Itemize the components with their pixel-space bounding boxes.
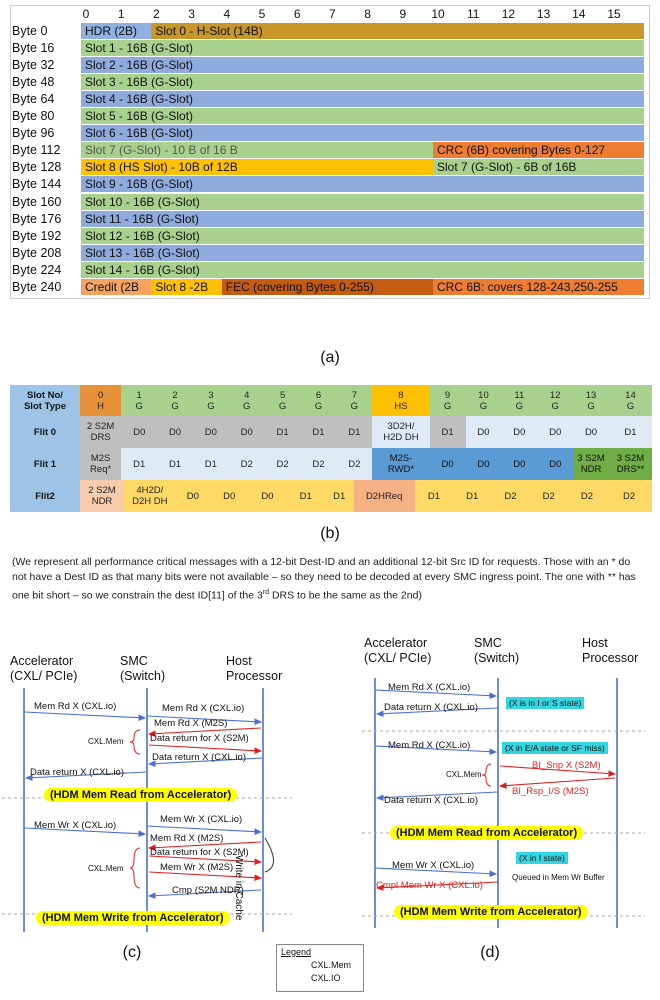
slot-segment: Credit (2B — [81, 279, 151, 295]
d-hdm-write-label: (HDM Mem Write from Accelerator) — [394, 905, 588, 919]
d-queued-label: Queued in Mem Wr Buffer — [512, 873, 605, 882]
byte-row-label: Byte 224 — [12, 262, 62, 277]
c-msg-m4: Data return for X (S2M) — [150, 733, 249, 744]
slot-number: 7 — [351, 389, 357, 401]
flit-cell: D1 — [453, 480, 491, 512]
flit-cell: D2HReq — [354, 480, 415, 512]
flit-cell: D0 — [121, 416, 157, 448]
slot-segment: Slot 7 (G-Slot) - 6B of 16B — [433, 159, 644, 175]
flit-cell: D1 — [121, 448, 157, 480]
slot-segment: Slot 10 - 16B (G-Slot) — [81, 194, 644, 210]
flit-cell: D0 — [248, 480, 286, 512]
byte-row-label: Byte 144 — [12, 177, 62, 192]
c-msg-w5: Mem Wr X (M2S) — [160, 862, 234, 873]
byte-row-label: Byte 208 — [12, 245, 62, 260]
flit-cell: D1 — [157, 448, 193, 480]
flit-cell: D1 — [301, 416, 337, 448]
d-msg-r3: Mem Rd X (CXL.io) — [388, 740, 471, 751]
slot-type: G — [479, 400, 488, 412]
flit-cell: 2 S2M NDR — [80, 480, 124, 512]
slot-type: G — [135, 400, 143, 412]
slot-segment: Slot 3 - 16B (G-Slot) — [81, 74, 644, 90]
slot-segment: Slot 7 (G-Slot) - 10 B of 16 B — [81, 142, 433, 158]
slot-type: G — [443, 400, 452, 412]
byte-row-label: Byte 112 — [12, 143, 61, 158]
flit-cell: D0 — [466, 416, 502, 448]
col-number: 3 — [188, 7, 195, 21]
c-msg-w6: Cmp (S2M NDR) — [172, 885, 244, 896]
byte-row-label: Byte 16 — [12, 41, 55, 56]
d-entity-host: Host Processor — [582, 636, 639, 665]
slot-header-label: Slot No/ Slot Type — [10, 385, 80, 416]
c-arrow-m1 — [24, 712, 145, 718]
c-write-in-cache-label: Write in Cache — [233, 855, 244, 921]
col-number: 9 — [399, 7, 407, 21]
footnote-part2: DRS to be the same as the 2nd) — [269, 589, 422, 602]
slot-segment: Slot 12 - 16B (G-Slot) — [81, 228, 644, 244]
byte-row-label: Byte 160 — [12, 194, 62, 209]
slot-number: 12 — [549, 389, 561, 401]
col-number: 7 — [329, 7, 336, 21]
d-entity-smc: SMC (Switch) — [474, 636, 520, 665]
byte-row-label: Byte 176 — [12, 211, 62, 226]
slot-number: 5 — [279, 389, 286, 401]
c-msg-m6: Data return X (CXL.io) — [30, 767, 124, 778]
flit-cell: D1 — [193, 448, 229, 480]
slot-segment: Slot 0 - H-Slot (14B) — [151, 23, 644, 39]
c-label-cxlmem-1: CXL.Mem — [88, 737, 124, 746]
slot-type: G — [278, 400, 287, 412]
flit-cell: D0 — [430, 448, 466, 480]
flit-cell: D1 — [415, 480, 453, 512]
flit-cell: D2 — [265, 448, 301, 480]
c-msg-m1: Mem Rd X (CXL.io) — [34, 701, 117, 712]
flit-cell: 2 S2M DRS — [80, 416, 121, 448]
slot-segment: Slot 4 - 16B (G-Slot) — [81, 91, 644, 107]
c-msg-w4: Data return for X (S2M) — [150, 847, 249, 858]
slot-type: G — [243, 400, 251, 412]
flit-cell: D0 — [537, 416, 573, 448]
flit-cell: M2S- RWD* — [372, 448, 429, 480]
d-msg-snp: BI_Snp X (S2M) — [532, 760, 601, 771]
slot-segment: Slot 1 - 16B (G-Slot) — [81, 40, 644, 56]
slot-segment: Slot 8 (HS Slot) - 10B of 12B — [81, 159, 433, 175]
byte-row-label: Byte 192 — [12, 228, 62, 243]
flit-cell: D1 — [430, 416, 466, 448]
slot-segment: Slot 14 - 16B (G-Slot) — [81, 262, 644, 278]
slot-type: G — [551, 400, 559, 412]
legend-io-label: CXL.IO — [311, 973, 341, 983]
c-msg-w2: Mem Wr X (CXL.io) — [160, 814, 243, 825]
byte-row-label: Byte 240 — [12, 279, 62, 294]
d-arrow-rsp — [500, 778, 615, 786]
flit-cell: D0 — [501, 416, 537, 448]
flit-cell: M2S Req* — [80, 448, 121, 480]
slot-segment: CRC (6B) covering Bytes 0-127 — [433, 142, 644, 158]
flit-cell: D1 — [609, 416, 652, 448]
slot-type: G — [314, 400, 323, 412]
flit-label: Flit 1 — [10, 448, 80, 480]
slot-number: 2 — [172, 389, 178, 401]
col-number: 15 — [607, 7, 621, 21]
flit-cell: D2 — [336, 448, 372, 480]
byte-row-label: Byte 32 — [12, 58, 55, 73]
slot-segment: HDR (2B) — [81, 23, 151, 39]
flit-cell: 3D2H/ H2D DH — [372, 416, 429, 448]
flit-cell: D0 — [176, 480, 210, 512]
slot-segment: Slot 13 - 16B (G-Slot) — [81, 245, 644, 261]
slot-segment: Slot 5 - 16B (G-Slot) — [81, 108, 644, 124]
slot-number: 14 — [625, 389, 636, 401]
d-msg-r2: Data return X (CXL.io) — [384, 702, 478, 713]
c-brace-1 — [130, 730, 140, 754]
slot-type: G — [207, 400, 215, 412]
slot-segment: Slot 9 - 16B (G-Slot) — [81, 176, 644, 192]
footnote-sup: rd — [262, 589, 270, 596]
flit-cell: D0 — [466, 448, 502, 480]
slot-segment: Slot 2 - 16B (G-Slot) — [81, 57, 644, 73]
flit-cell: D1 — [325, 480, 354, 512]
slot-segment: Slot 8 -2B — [151, 279, 221, 295]
d-msg-w1: Mem Wr X (CXL.io) — [392, 860, 475, 871]
col-number: 10 — [431, 7, 445, 21]
c-hdm-read-label: (HDM Mem Read from Accelerator) — [44, 788, 237, 802]
col-number: 14 — [572, 7, 586, 21]
c-msg-m3: Mem Rd X (M2S) — [154, 718, 228, 729]
c-msg-m5: Data return X (CXL.io) — [152, 752, 246, 763]
slot-number: 6 — [315, 389, 322, 401]
slot-type: G — [587, 400, 595, 412]
flit-cell: D1 — [265, 416, 301, 448]
caption-d: (d) — [480, 944, 500, 961]
d-state-note-2: (X in E/A state or SF miss) — [502, 742, 608, 754]
flit-cell: D0 — [229, 416, 265, 448]
flit-cell: D0 — [537, 448, 573, 480]
caption-a: (a) — [320, 349, 340, 366]
d-state-note-1: (X is in I or S state) — [506, 697, 584, 709]
slot-type: G — [626, 400, 635, 412]
legend-box — [276, 944, 364, 992]
d-msg-r4: Data return X (CXL.io) — [384, 795, 478, 806]
slot-number: 4 — [244, 389, 250, 401]
slot-number: 0 — [97, 389, 104, 401]
slot-number: 9 — [444, 389, 451, 401]
slot-segment: CRC 6B: covers 128-243,250-255 — [433, 279, 644, 295]
c-entity-smc: SMC (Switch) — [120, 654, 166, 683]
d-msg-w2: Cmpl Mem Wr X (CXL.io) — [376, 880, 483, 891]
flit-cell: D2 — [606, 480, 652, 512]
d-hdm-read-label: (HDM Mem Read from Accelerator) — [390, 826, 583, 840]
flit-cell: D2 — [491, 480, 529, 512]
col-number: 6 — [293, 7, 301, 21]
c-label-cxlmem-2: CXL.Mem — [88, 864, 124, 873]
byte-row-label: Byte 96 — [12, 126, 55, 141]
flit-cell: D0 — [573, 416, 609, 448]
slot-segment: Slot 11 - 16B (G-Slot) — [81, 211, 644, 227]
c-cache-loop — [265, 838, 274, 872]
c-arrow-w2 — [147, 826, 261, 832]
d-entity-accelerator: Accelerator (CXL/ PCIe) — [364, 636, 432, 665]
caption-b: (b) — [320, 525, 340, 542]
d-msg-rsp: BI_Rsp_I/S (M2S) — [512, 786, 589, 797]
c-entity-accelerator: Accelerator (CXL/ PCIe) — [10, 654, 78, 683]
d-msg-r1: Mem Rd X (CXL.io) — [388, 682, 471, 693]
flit-cell: 3 S2M NDR — [573, 448, 609, 480]
legend-title: Legend — [281, 947, 312, 957]
slot-number: 11 — [514, 389, 525, 401]
c-msg-w3: Mem Rd X (M2S) — [150, 833, 224, 844]
byte-row-label: Byte 64 — [12, 92, 55, 107]
flit-cell: 4H2D/ D2H DH — [124, 480, 176, 512]
byte-row-label: Byte 0 — [12, 24, 48, 38]
d-label-cxlmem: CXL.Mem — [446, 770, 482, 779]
c-msg-w1: Mem Wr X (CXL.io) — [34, 820, 117, 831]
col-number: 2 — [153, 7, 160, 21]
slot-number: 1 — [136, 389, 142, 401]
col-number: 12 — [501, 7, 516, 21]
byte-row-label: Byte 80 — [12, 109, 55, 124]
flit-cell: D0 — [210, 480, 248, 512]
col-number: 8 — [364, 7, 371, 21]
flit-cell: D0 — [501, 448, 537, 480]
col-number: 0 — [82, 7, 90, 21]
flit-label: Flit2 — [10, 480, 80, 512]
slot-number: 10 — [478, 389, 489, 401]
flit-cell: D1 — [287, 480, 325, 512]
flit-cell: 3 S2M DRS** — [609, 448, 652, 480]
c-msg-m2: Mem Rd X (CXL.io) — [162, 703, 245, 714]
c-brace-2 — [130, 848, 140, 888]
slot-type: H — [97, 400, 105, 412]
flit-cell: D0 — [193, 416, 229, 448]
caption-c: (c) — [122, 944, 142, 961]
slot-number: 13 — [585, 389, 597, 401]
flit-cell: D0 — [157, 416, 193, 448]
c-hdm-write-label: (HDM Mem Write from Accelerator) — [36, 911, 230, 925]
col-number: 4 — [223, 7, 231, 21]
byte-row-label: Byte 128 — [12, 160, 62, 175]
flit-cell: D2 — [301, 448, 337, 480]
slot-type: G — [350, 400, 359, 412]
slot-segment: FEC (covering Bytes 0-255) — [222, 279, 433, 295]
col-number: 13 — [536, 7, 551, 21]
d-state-note-3: (X in I state) — [516, 852, 568, 864]
slot-number: 8 — [398, 389, 404, 401]
slot-type: G — [515, 400, 523, 412]
byte-row-label: Byte 48 — [12, 75, 55, 90]
d-brace — [482, 764, 491, 786]
slot-type: HS — [394, 400, 408, 412]
flit-cell: D1 — [336, 416, 372, 448]
slot-segment: Slot 6 - 16B (G-Slot) — [81, 125, 644, 141]
slot-type: G — [171, 400, 179, 412]
col-number: 1 — [117, 7, 125, 21]
slot-number: 3 — [208, 389, 214, 401]
footnote-part1: (We represent all performance critical messages with a 12-bit Dest-ID and an additional 12-bit Src ID for requests. Those with an * do not have a Dest ID as that many bits were not available – so they need to be decoded at every SMC ingress point. The one with ** has one bit short – so we constrain the dest ID[11] of the 3 — [12, 556, 636, 602]
flit-cell: D2 — [568, 480, 606, 512]
col-number: 5 — [258, 7, 266, 21]
flit-cell: D2 — [229, 448, 265, 480]
legend-mem-label: CXL.Mem — [311, 960, 352, 970]
flit-label: Flit 0 — [10, 416, 80, 448]
flit-cell: D2 — [530, 480, 568, 512]
c-entity-host: Host Processor — [226, 654, 283, 683]
col-number: 11 — [466, 7, 480, 21]
c-arrow-m4 — [149, 745, 261, 751]
